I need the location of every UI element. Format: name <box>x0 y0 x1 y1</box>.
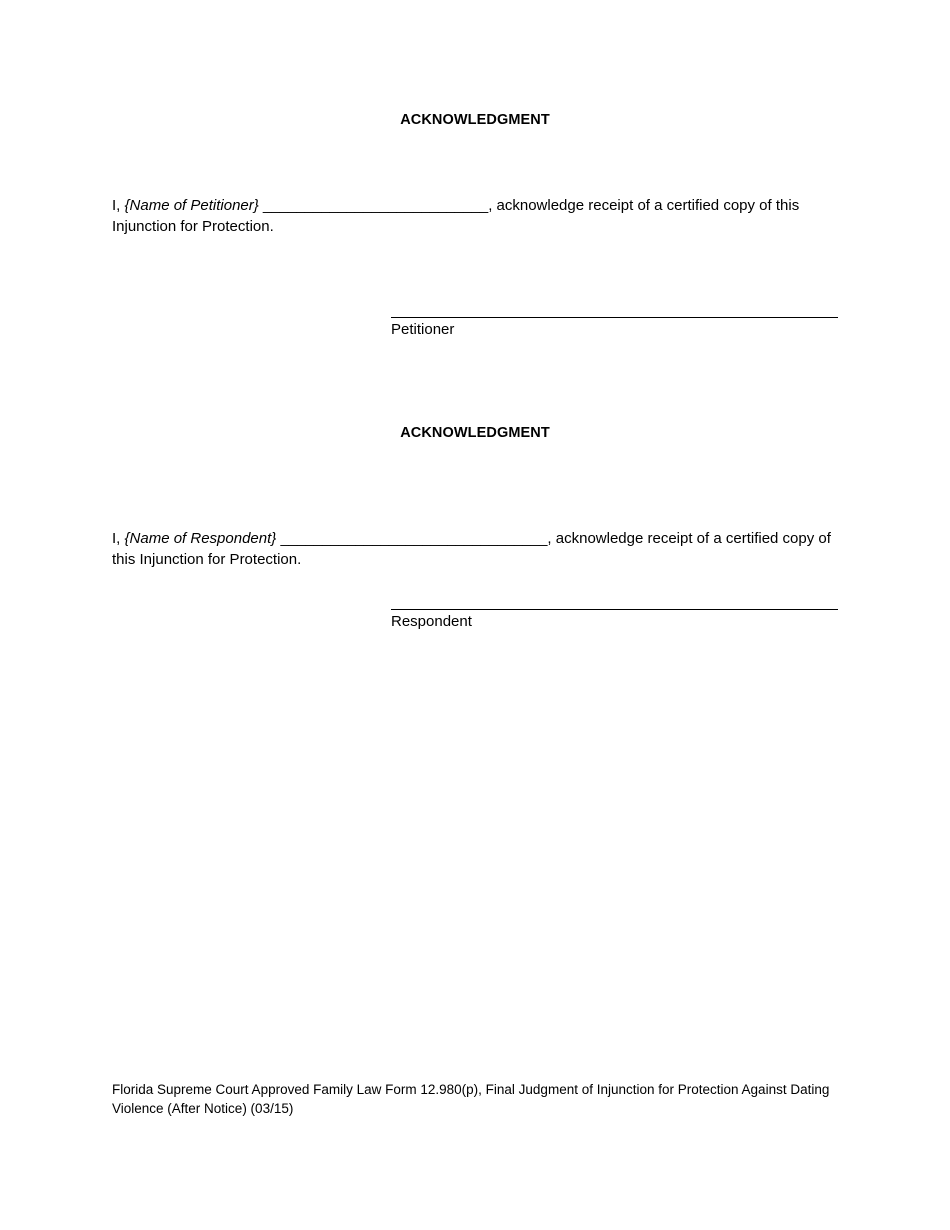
petitioner-prefix: I, <box>112 197 125 214</box>
acknowledgment-heading-respondent: ACKNOWLEDGMENT <box>400 425 550 441</box>
petitioner-acknowledgment-statement <box>112 196 842 237</box>
acknowledgment-heading-petitioner: ACKNOWLEDGMENT <box>400 112 550 128</box>
respondent-signature-label: Respondent <box>391 613 472 630</box>
respondent-name-placeholder: {Name of Respondent} <box>124 530 277 547</box>
petitioner-signature-line[interactable] <box>391 317 838 318</box>
respondent-statement-suffix: , acknowledge receipt of a certified copy of this Injunction for Protection. <box>112 530 831 568</box>
respondent-name-blank[interactable]: ________________________________ <box>276 530 548 547</box>
respondent-signature-line[interactable] <box>391 609 838 610</box>
petitioner-name-placeholder: {Name of Petitioner} <box>124 197 259 214</box>
petitioner-name-blank[interactable]: ___________________________ <box>258 197 489 214</box>
respondent-prefix: I, <box>112 530 125 547</box>
respondent-acknowledgment-statement <box>112 529 842 570</box>
form-footer: Florida Supreme Court Approved Family Law Form 12.980(p), Final Judgment of Injunction for Protection Against Dating Violence (After Notice) (03/15) <box>112 1082 830 1116</box>
petitioner-signature-label: Petitioner <box>391 321 455 338</box>
petitioner-statement-suffix: , acknowledge receipt of a certified copy of this Injunction for Protection. <box>112 197 800 235</box>
